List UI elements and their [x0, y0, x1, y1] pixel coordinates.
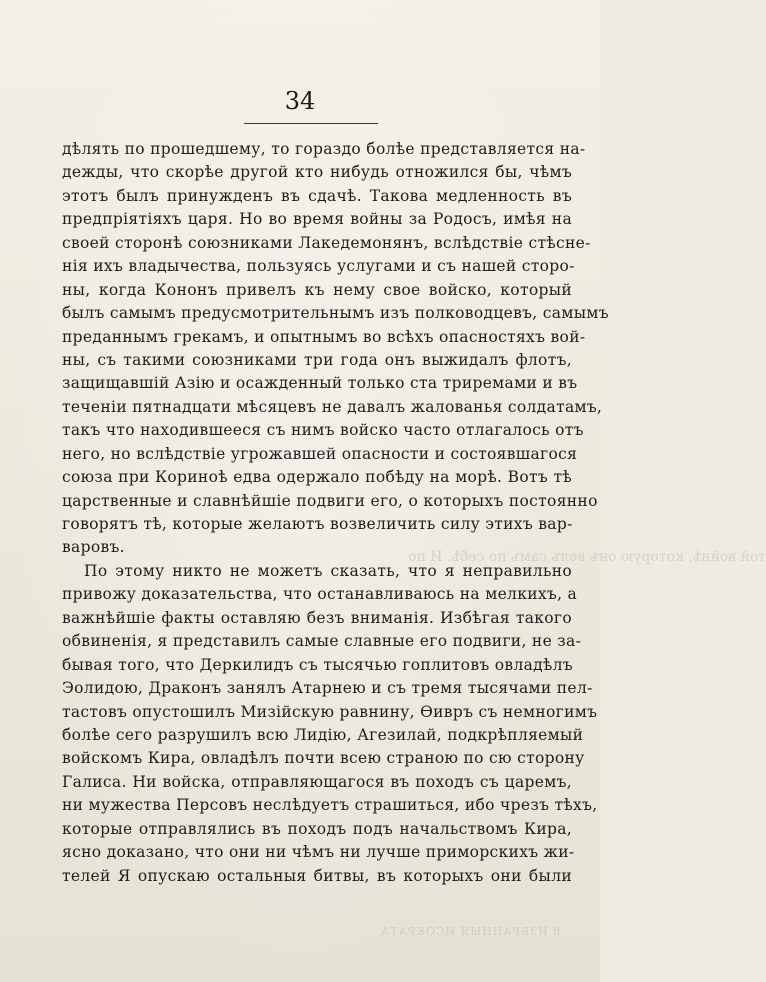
text-line: Эолидою, Драконъ занялъ Атарнею и съ тремя тысячами пел- — [62, 679, 593, 698]
text-line: дежды, что скорѣе другой кто нибудь отножился бы, чѣмъ — [62, 163, 572, 182]
text-line: важнѣйшіе факты оставляю безъ вниманія. Избѣгая такого — [62, 608, 572, 627]
text-line: Галиса. Ни войска, отправляющагося въ походъ съ царемъ, — [62, 772, 572, 791]
text-line: бывая того, что Деркилидъ съ тысячью гоплитовъ овладѣлъ — [62, 655, 573, 674]
text-line: такъ что находившееся съ нимъ войско часто отлагалось отъ — [62, 421, 584, 440]
text-line: привожу доказательства, что останавливаюсь на мелкихъ, а — [62, 585, 578, 604]
text-line: варовъ. — [62, 538, 125, 557]
text-line: ны, съ такими союзниками три года онъ выжидалъ флотъ, — [62, 350, 572, 369]
bleed-through-text: той войнѣ, которую онъ велъ самъ по себѣ. И по — [408, 549, 766, 565]
text-line: защищавшій Азію и осажденный только ста триремами и въ — [62, 374, 578, 393]
text-line: нія ихъ владычества, пользуясь услугами и съ нашей сторо- — [62, 257, 575, 276]
text-line: болѣе сего разрушилъ всю Лидію, Агезилай, подкрѣпляемый — [62, 725, 584, 744]
text-line: войскомъ Кира, овладѣлъ почти всею страною по сю сторону — [62, 749, 585, 768]
text-line: былъ самымъ предусмотрительнымъ изъ полководцевъ, самымъ — [62, 304, 609, 323]
text-line: союза при Кориноѣ едва одержало побѣду на морѣ. Вотъ тѣ — [62, 468, 572, 487]
page-number: 34 — [284, 87, 316, 115]
text-line: ясно доказано, что они ни чѣмъ ни лучше приморскихъ жи- — [62, 843, 575, 862]
text-line: царственные и славнѣйшіе подвиги его, о которыхъ постоянно — [62, 491, 598, 510]
text-line: говорятъ тѣ, которые желаютъ возвеличить силу этихъ вар- — [62, 515, 573, 533]
text-line: преданнымъ грекамъ, и опытнымъ во всѣхъ опасностяхъ вой- — [62, 327, 586, 346]
text-line: теченіи пятнадцати мѣсяцевъ не давалъ жалованья солдатамъ, — [62, 397, 603, 416]
text-line: которые отправлялись въ походъ подъ начальствомъ Кира, — [62, 819, 572, 838]
text-line: предпріятіяхъ царя. Но во время войны за Родосъ, имѣя на — [62, 210, 572, 229]
page-number-rule — [244, 123, 378, 124]
text-line: дѣлять по прошедшему, то гораздо болѣе представляется на- — [62, 140, 586, 158]
text-line: своей сторонѣ союзниками Лакедемонянъ, вслѣдствіе стѣсне- — [62, 233, 591, 252]
text-line: По этому никто не можетъ сказать, что я неправильно — [84, 561, 572, 580]
text-line: него, но вслѣдствіе угрожавшей опасности и состоявшагося — [62, 444, 578, 463]
text-line: ны, когда Кононъ привелъ къ нему свое войско, который — [62, 280, 572, 299]
text-line: ни мужества Персовъ неслѣдуетъ страшиться, ибо чрезъ тѣхъ, — [62, 796, 598, 815]
bleed-through-text: 8 ИЗБРАННЫЯ ИСОКРАТА — [380, 925, 561, 938]
text-line: тастовъ опустошилъ Мизійскую равнину, Ѳивръ съ немногимъ — [62, 702, 598, 721]
text-line: обвиненія, я представилъ самые славные его подвиги, не за- — [62, 632, 582, 651]
text-line: этотъ былъ принужденъ въ сдачѣ. Такова медленность въ — [62, 186, 572, 205]
text-line: телей Я опускаю остальныя битвы, въ которыхъ они были — [62, 866, 572, 885]
